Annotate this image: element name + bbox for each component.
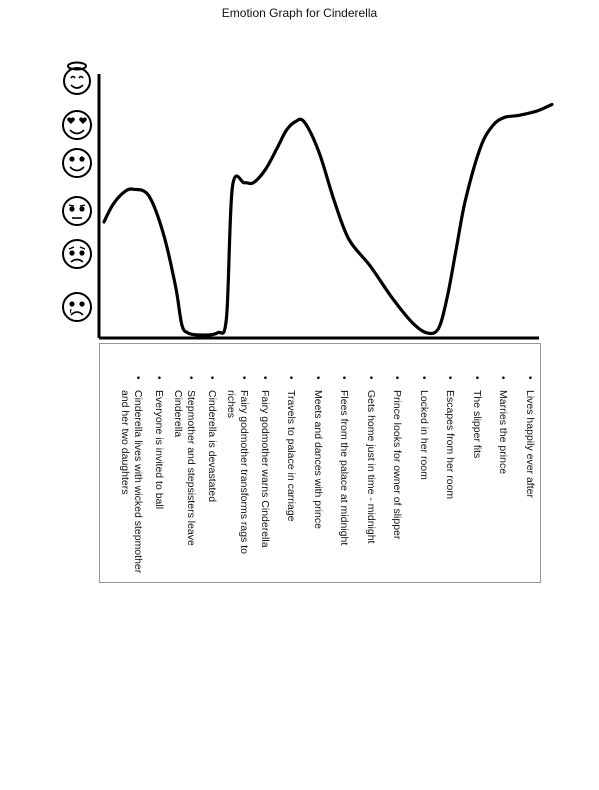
event-text: Everyone is invited to ball bbox=[152, 390, 165, 510]
event-text: Cinderella lives with wicked stepmother and her two daughters bbox=[119, 390, 144, 574]
event-text: Fairy godmother warns Cinderella bbox=[258, 390, 271, 548]
event-text: Prince looks for owner of slipper bbox=[391, 390, 404, 540]
event-label bbox=[493, 376, 510, 790]
bullet-icon: • bbox=[311, 376, 323, 380]
event-text: Fairy godmother transforms rags to riches bbox=[225, 390, 251, 554]
event-label bbox=[308, 376, 324, 790]
uneasy-face-icon bbox=[63, 197, 91, 225]
event-label bbox=[414, 376, 430, 790]
chart-title: Emotion Graph for Cinderella bbox=[221, 6, 378, 20]
bullet-icon: • bbox=[285, 376, 297, 380]
bullet-icon: • bbox=[391, 376, 403, 380]
event-text: Stepmother and stepsisters leave Cinderella bbox=[172, 390, 198, 546]
emotion-curve-series bbox=[104, 105, 552, 336]
worried-face-icon bbox=[63, 240, 91, 268]
bullet-icon: • bbox=[152, 376, 164, 380]
smiling-face-icon bbox=[63, 149, 91, 177]
event-label bbox=[116, 376, 144, 580]
event-label bbox=[255, 376, 271, 790]
event-label bbox=[520, 376, 536, 790]
event-text: Locked in her room bbox=[417, 390, 430, 480]
event-text: The slipper fits bbox=[470, 390, 483, 459]
event-label bbox=[387, 376, 404, 790]
event-list-box bbox=[99, 343, 541, 583]
very-sad-face-icon bbox=[63, 293, 91, 321]
event-label bbox=[149, 376, 165, 790]
event-label bbox=[281, 376, 298, 790]
event-label bbox=[222, 376, 251, 580]
event-text: Gets home just in time - midnight bbox=[364, 390, 377, 544]
chart-axes bbox=[99, 74, 539, 338]
bullet-icon: • bbox=[417, 376, 429, 380]
event-text: Meets and dances with prince bbox=[311, 390, 324, 529]
event-label bbox=[334, 376, 351, 790]
event-label bbox=[440, 376, 457, 790]
event-label bbox=[467, 376, 483, 790]
bullet-icon: • bbox=[132, 376, 143, 380]
bullet-icon: • bbox=[364, 376, 376, 380]
bullet-icon: • bbox=[238, 376, 250, 380]
event-text: Escapes from her room bbox=[444, 390, 457, 500]
event-label bbox=[361, 376, 377, 790]
bullet-icon: • bbox=[444, 376, 456, 380]
bullet-icon: • bbox=[338, 376, 350, 380]
event-label bbox=[169, 376, 198, 580]
event-text: Lives happily ever after bbox=[524, 390, 536, 498]
event-text: Marries the prince bbox=[497, 390, 510, 475]
event-label bbox=[202, 376, 218, 790]
bullet-icon: • bbox=[185, 376, 197, 380]
bullet-icon: • bbox=[524, 376, 535, 380]
bullet-icon: • bbox=[497, 376, 509, 380]
bullet-icon: • bbox=[470, 376, 482, 380]
bullet-icon: • bbox=[205, 376, 217, 380]
event-text: Cinderella is devastated bbox=[205, 390, 218, 503]
event-text: Travels to palace in carriage bbox=[285, 390, 298, 522]
heart-eyes-face-icon bbox=[63, 111, 91, 139]
event-text: Flees from the palace at midnight bbox=[338, 390, 351, 546]
angel-face-icon bbox=[64, 63, 90, 95]
bullet-icon: • bbox=[258, 376, 270, 380]
